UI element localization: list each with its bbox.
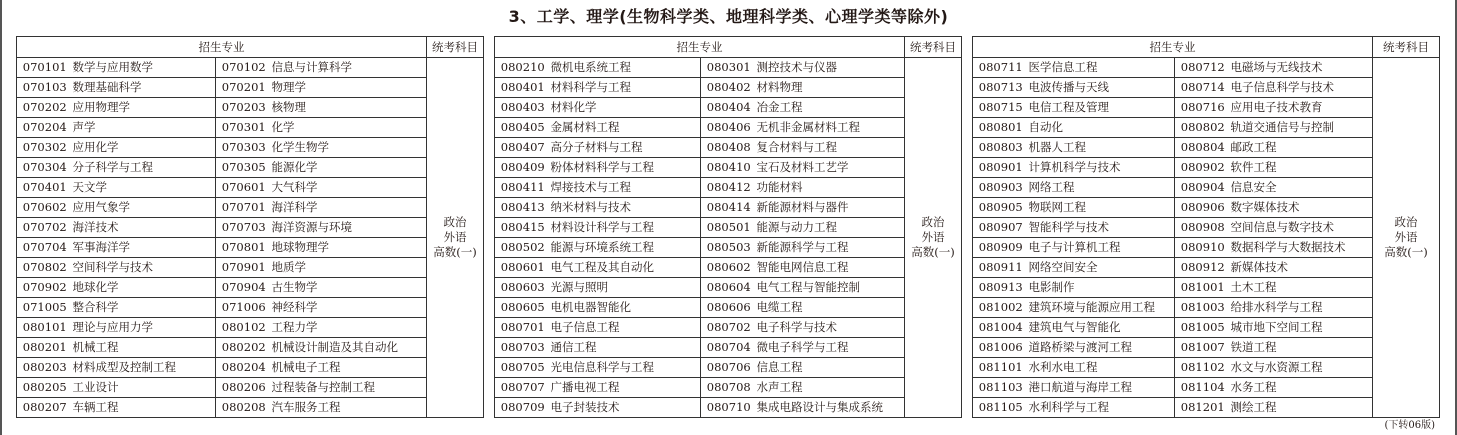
table-row [495, 98, 962, 118]
table-row [17, 158, 484, 178]
header-major: 招生专业 [17, 37, 427, 58]
table-row [495, 398, 962, 418]
major-code: 080102 [216, 318, 272, 338]
table-row [973, 358, 1440, 378]
major-name: 数据科学与大数据技术 [1231, 238, 1373, 258]
table-row [973, 398, 1440, 418]
table-row [17, 78, 484, 98]
major-code: 080801 [973, 118, 1029, 138]
major-code: 080716 [1175, 98, 1231, 118]
major-name: 工业设计 [73, 378, 216, 398]
major-code: 080911 [973, 258, 1029, 278]
major-name: 电波传播与天线 [1029, 78, 1175, 98]
section-title: 3、工学、理学(生物科学类、地理科学类、心理学类等除外) [508, 7, 949, 26]
major-name: 医学信息工程 [1029, 58, 1175, 78]
major-name: 军事海洋学 [73, 238, 216, 258]
major-name: 数学与应用数学 [73, 58, 216, 78]
major-code: 081102 [1175, 358, 1231, 378]
table-row [973, 138, 1440, 158]
major-code: 070102 [216, 58, 272, 78]
major-name: 自动化 [1029, 118, 1175, 138]
major-code: 080409 [495, 158, 551, 178]
major-code: 080901 [973, 158, 1029, 178]
major-code: 080201 [17, 338, 73, 358]
table-row [973, 58, 1440, 78]
table-row [495, 218, 962, 238]
major-code: 070305 [216, 158, 272, 178]
header-subjects: 统考科目 [905, 37, 962, 58]
major-code: 071006 [216, 298, 272, 318]
major-code: 080904 [1175, 178, 1231, 198]
major-name: 能源化学 [272, 158, 427, 178]
major-code: 070701 [216, 198, 272, 218]
major-code: 080101 [17, 318, 73, 338]
table-row [973, 318, 1440, 338]
major-code: 080704 [701, 338, 757, 358]
major-code: 080410 [701, 158, 757, 178]
major-code: 070802 [17, 258, 73, 278]
major-name: 新能源科学与工程 [757, 238, 905, 258]
major-code: 081003 [1175, 298, 1231, 318]
major-code: 080301 [701, 58, 757, 78]
subject-line: 外语 [443, 230, 467, 244]
major-code: 070704 [17, 238, 73, 258]
major-code: 080701 [495, 318, 551, 338]
major-code: 080203 [17, 358, 73, 378]
table-row [495, 318, 962, 338]
major-code: 070901 [216, 258, 272, 278]
major-code: 070303 [216, 138, 272, 158]
table-row [973, 158, 1440, 178]
major-name: 粉体材料科学与工程 [551, 158, 701, 178]
major-code: 081105 [973, 398, 1029, 418]
major-name: 港口航道与海岸工程 [1029, 378, 1175, 398]
table-row [495, 338, 962, 358]
table-row [495, 118, 962, 138]
major-name: 功能材料 [757, 178, 905, 198]
major-name: 地球化学 [73, 278, 216, 298]
major-code: 070601 [216, 178, 272, 198]
major-name: 机械设计制造及其自动化 [272, 338, 427, 358]
table-row [495, 278, 962, 298]
major-name: 计算机科学与技术 [1029, 158, 1175, 178]
table-row [17, 378, 484, 398]
major-code: 080713 [973, 78, 1029, 98]
major-code: 080404 [701, 98, 757, 118]
major-code: 080210 [495, 58, 551, 78]
major-name: 测控技术与仪器 [757, 58, 905, 78]
table-row [17, 358, 484, 378]
major-code: 080910 [1175, 238, 1231, 258]
major-code: 081201 [1175, 398, 1231, 418]
exam-subjects [427, 58, 484, 418]
major-name: 建筑电气与智能化 [1029, 318, 1175, 338]
table-row [495, 358, 962, 378]
major-code: 080501 [701, 218, 757, 238]
major-code: 080708 [701, 378, 757, 398]
major-name: 应用电子技术教育 [1231, 98, 1373, 118]
header-subjects: 统考科目 [427, 37, 484, 58]
major-name: 高分子材料与工程 [551, 138, 701, 158]
major-code: 080408 [701, 138, 757, 158]
major-name: 给排水科学与工程 [1231, 298, 1373, 318]
major-code: 080913 [973, 278, 1029, 298]
major-name: 分子科学与工程 [73, 158, 216, 178]
major-name: 水声工程 [757, 378, 905, 398]
major-code: 080902 [1175, 158, 1231, 178]
major-name: 空间科学与技术 [73, 258, 216, 278]
table-row [495, 178, 962, 198]
major-code: 080905 [973, 198, 1029, 218]
major-name: 邮政工程 [1231, 138, 1373, 158]
major-code: 080802 [1175, 118, 1231, 138]
major-code: 080605 [495, 298, 551, 318]
table-row [17, 258, 484, 278]
subject-line: 政治 [921, 215, 945, 229]
table-row [495, 378, 962, 398]
major-code: 070201 [216, 78, 272, 98]
major-code: 081006 [973, 338, 1029, 358]
major-code: 080706 [701, 358, 757, 378]
major-name: 神经科学 [272, 298, 427, 318]
major-name: 电气工程及其自动化 [551, 258, 701, 278]
major-name: 机械工程 [73, 338, 216, 358]
major-name: 集成电路设计与集成系统 [757, 398, 905, 418]
major-code: 080714 [1175, 78, 1231, 98]
major-name: 电磁场与无线技术 [1231, 58, 1373, 78]
major-name: 能源与动力工程 [757, 218, 905, 238]
table-row [495, 158, 962, 178]
major-name: 信息工程 [757, 358, 905, 378]
major-code: 081001 [1175, 278, 1231, 298]
subject-line: 政治 [1394, 215, 1418, 229]
major-name: 物联网工程 [1029, 198, 1175, 218]
major-table-1 [16, 36, 484, 418]
major-name: 电子封装技术 [551, 398, 701, 418]
major-name: 电机电器智能化 [551, 298, 701, 318]
exam-subjects [905, 58, 962, 418]
major-name: 材料成型及控制工程 [73, 358, 216, 378]
subject-line: 外语 [921, 230, 945, 244]
table-row [495, 298, 962, 318]
major-code: 081104 [1175, 378, 1231, 398]
header-major: 招生专业 [495, 37, 905, 58]
table-row [973, 198, 1440, 218]
major-code: 080603 [495, 278, 551, 298]
major-code: 070602 [17, 198, 73, 218]
major-code: 080406 [701, 118, 757, 138]
major-code: 080903 [973, 178, 1029, 198]
major-code: 080207 [17, 398, 73, 418]
major-code: 080407 [495, 138, 551, 158]
major-name: 冶金工程 [757, 98, 905, 118]
major-code: 070801 [216, 238, 272, 258]
exam-subjects [1373, 58, 1440, 418]
major-name: 海洋技术 [73, 218, 216, 238]
major-code: 080702 [701, 318, 757, 338]
major-code: 080204 [216, 358, 272, 378]
major-name: 电子科学与技术 [757, 318, 905, 338]
major-name: 复合材料与工程 [757, 138, 905, 158]
table-row [17, 98, 484, 118]
major-code: 080709 [495, 398, 551, 418]
major-code: 081103 [973, 378, 1029, 398]
major-code: 070703 [216, 218, 272, 238]
major-code: 070904 [216, 278, 272, 298]
major-code: 080402 [701, 78, 757, 98]
table-row [973, 278, 1440, 298]
subject-line: 高数(一) [911, 245, 955, 259]
table-row [17, 218, 484, 238]
major-code: 080415 [495, 218, 551, 238]
major-name: 信息安全 [1231, 178, 1373, 198]
major-name: 轨道交通信号与控制 [1231, 118, 1373, 138]
major-code: 080602 [701, 258, 757, 278]
major-name: 化学 [272, 118, 427, 138]
major-code: 070202 [17, 98, 73, 118]
major-code: 080206 [216, 378, 272, 398]
table-row [17, 118, 484, 138]
major-code: 080405 [495, 118, 551, 138]
table-row [973, 298, 1440, 318]
major-code: 080707 [495, 378, 551, 398]
major-name: 金属材料工程 [551, 118, 701, 138]
page-edge-left [0, 0, 2, 435]
major-code: 080908 [1175, 218, 1231, 238]
major-code: 080412 [701, 178, 757, 198]
table-row [973, 238, 1440, 258]
major-code: 080401 [495, 78, 551, 98]
major-code: 070103 [17, 78, 73, 98]
major-name: 应用物理学 [73, 98, 216, 118]
major-name: 地质学 [272, 258, 427, 278]
major-code: 080502 [495, 238, 551, 258]
table-row [495, 58, 962, 78]
major-name: 海洋科学 [272, 198, 427, 218]
major-code: 080202 [216, 338, 272, 358]
major-name: 电子信息工程 [551, 318, 701, 338]
subject-line: 高数(一) [1384, 245, 1428, 259]
major-name: 土木工程 [1231, 278, 1373, 298]
major-name: 电气工程与智能控制 [757, 278, 905, 298]
table-row [17, 298, 484, 318]
major-name: 理论与应用力学 [73, 318, 216, 338]
major-code: 080503 [701, 238, 757, 258]
major-code: 070902 [17, 278, 73, 298]
major-name: 大气科学 [272, 178, 427, 198]
major-code: 080705 [495, 358, 551, 378]
table-row [17, 178, 484, 198]
major-code: 080715 [973, 98, 1029, 118]
table-row [17, 278, 484, 298]
major-code: 080606 [701, 298, 757, 318]
subject-line: 政治 [443, 215, 467, 229]
major-name: 光源与照明 [551, 278, 701, 298]
major-name: 天文学 [73, 178, 216, 198]
major-name: 纳米材料与技术 [551, 198, 701, 218]
major-name: 工程力学 [272, 318, 427, 338]
major-name: 通信工程 [551, 338, 701, 358]
major-name: 化学生物学 [272, 138, 427, 158]
major-name: 广播电视工程 [551, 378, 701, 398]
major-name: 材料物理 [757, 78, 905, 98]
major-code: 080703 [495, 338, 551, 358]
major-name: 过程装备与控制工程 [272, 378, 427, 398]
major-name: 网络空间安全 [1029, 258, 1175, 278]
major-code: 080413 [495, 198, 551, 218]
major-code: 081007 [1175, 338, 1231, 358]
major-name: 光电信息科学与工程 [551, 358, 701, 378]
major-code: 071005 [17, 298, 73, 318]
table-row [17, 318, 484, 338]
major-table-2 [494, 36, 962, 418]
major-name: 微电子科学与工程 [757, 338, 905, 358]
table-row [495, 138, 962, 158]
major-code: 080604 [701, 278, 757, 298]
major-name: 水利科学与工程 [1029, 398, 1175, 418]
major-name: 道路桥梁与渡河工程 [1029, 338, 1175, 358]
major-name: 车辆工程 [73, 398, 216, 418]
major-name: 电信工程及管理 [1029, 98, 1175, 118]
table-row [973, 98, 1440, 118]
major-name: 汽车服务工程 [272, 398, 427, 418]
table-row [17, 138, 484, 158]
major-name: 城市地下空间工程 [1231, 318, 1373, 338]
major-code: 080906 [1175, 198, 1231, 218]
major-code: 070302 [17, 138, 73, 158]
major-code: 080909 [973, 238, 1029, 258]
major-name: 应用化学 [73, 138, 216, 158]
major-name: 数理基础科学 [73, 78, 216, 98]
major-name: 地球物理学 [272, 238, 427, 258]
major-name: 机械电子工程 [272, 358, 427, 378]
major-name: 无机非金属材料工程 [757, 118, 905, 138]
major-code: 080414 [701, 198, 757, 218]
major-name: 电影制作 [1029, 278, 1175, 298]
subject-line: 高数(一) [433, 245, 477, 259]
major-name: 水利水电工程 [1029, 358, 1175, 378]
major-code: 080712 [1175, 58, 1231, 78]
major-name: 数字媒体技术 [1231, 198, 1373, 218]
subject-line: 外语 [1394, 230, 1418, 244]
table-row [973, 218, 1440, 238]
table-row [495, 78, 962, 98]
table-row [973, 178, 1440, 198]
major-code: 080411 [495, 178, 551, 198]
table-row [17, 198, 484, 218]
table-row [495, 198, 962, 218]
major-code: 070702 [17, 218, 73, 238]
major-name: 软件工程 [1231, 158, 1373, 178]
major-name: 应用气象学 [73, 198, 216, 218]
table-row [17, 338, 484, 358]
table-row [973, 118, 1440, 138]
major-name: 电子信息科学与技术 [1231, 78, 1373, 98]
major-name: 整合科学 [73, 298, 216, 318]
major-name: 材料化学 [551, 98, 701, 118]
table-row [17, 238, 484, 258]
major-name: 电子与计算机工程 [1029, 238, 1175, 258]
major-name: 新媒体技术 [1231, 258, 1373, 278]
major-name: 古生物学 [272, 278, 427, 298]
major-name: 测绘工程 [1231, 398, 1373, 418]
major-code: 080208 [216, 398, 272, 418]
major-name: 物理学 [272, 78, 427, 98]
major-code: 070204 [17, 118, 73, 138]
table-row [495, 258, 962, 278]
major-code: 080711 [973, 58, 1029, 78]
major-name: 核物理 [272, 98, 427, 118]
major-name: 焊接技术与工程 [551, 178, 701, 198]
major-name: 微机电系统工程 [551, 58, 701, 78]
major-name: 建筑环境与能源应用工程 [1029, 298, 1175, 318]
major-name: 智能科学与技术 [1029, 218, 1175, 238]
major-name: 能源与环境系统工程 [551, 238, 701, 258]
major-code: 070401 [17, 178, 73, 198]
major-name: 宝石及材料工艺学 [757, 158, 905, 178]
major-code: 080403 [495, 98, 551, 118]
major-code: 081004 [973, 318, 1029, 338]
major-code: 070304 [17, 158, 73, 178]
major-name: 信息与计算科学 [272, 58, 427, 78]
major-code: 080803 [973, 138, 1029, 158]
table-row [973, 78, 1440, 98]
major-name: 智能电网信息工程 [757, 258, 905, 278]
major-name: 空间信息与数字技术 [1231, 218, 1373, 238]
header-subjects: 统考科目 [1373, 37, 1440, 58]
table-row [17, 398, 484, 418]
major-name: 海洋资源与环境 [272, 218, 427, 238]
table-row [17, 58, 484, 78]
major-code: 081002 [973, 298, 1029, 318]
continued-note: (下转06版) [1384, 420, 1435, 431]
header-major: 招生专业 [973, 37, 1373, 58]
major-code: 080907 [973, 218, 1029, 238]
table-row [973, 258, 1440, 278]
major-code: 081005 [1175, 318, 1231, 338]
major-name: 声学 [73, 118, 216, 138]
table-row [973, 378, 1440, 398]
major-code: 080912 [1175, 258, 1231, 278]
major-code: 080710 [701, 398, 757, 418]
major-name: 水务工程 [1231, 378, 1373, 398]
major-code: 080205 [17, 378, 73, 398]
major-name: 水文与水资源工程 [1231, 358, 1373, 378]
major-code: 070101 [17, 58, 73, 78]
major-name: 材料科学与工程 [551, 78, 701, 98]
major-name: 材料设计科学与工程 [551, 218, 701, 238]
major-code: 080601 [495, 258, 551, 278]
major-table-3 [972, 36, 1440, 418]
major-code: 081101 [973, 358, 1029, 378]
major-name: 电缆工程 [757, 298, 905, 318]
table-row [495, 238, 962, 258]
major-code: 070301 [216, 118, 272, 138]
table-row [973, 338, 1440, 358]
major-name: 机器人工程 [1029, 138, 1175, 158]
major-name: 铁道工程 [1231, 338, 1373, 358]
major-name: 网络工程 [1029, 178, 1175, 198]
major-code: 080804 [1175, 138, 1231, 158]
major-name: 新能源材料与器件 [757, 198, 905, 218]
major-code: 070203 [216, 98, 272, 118]
